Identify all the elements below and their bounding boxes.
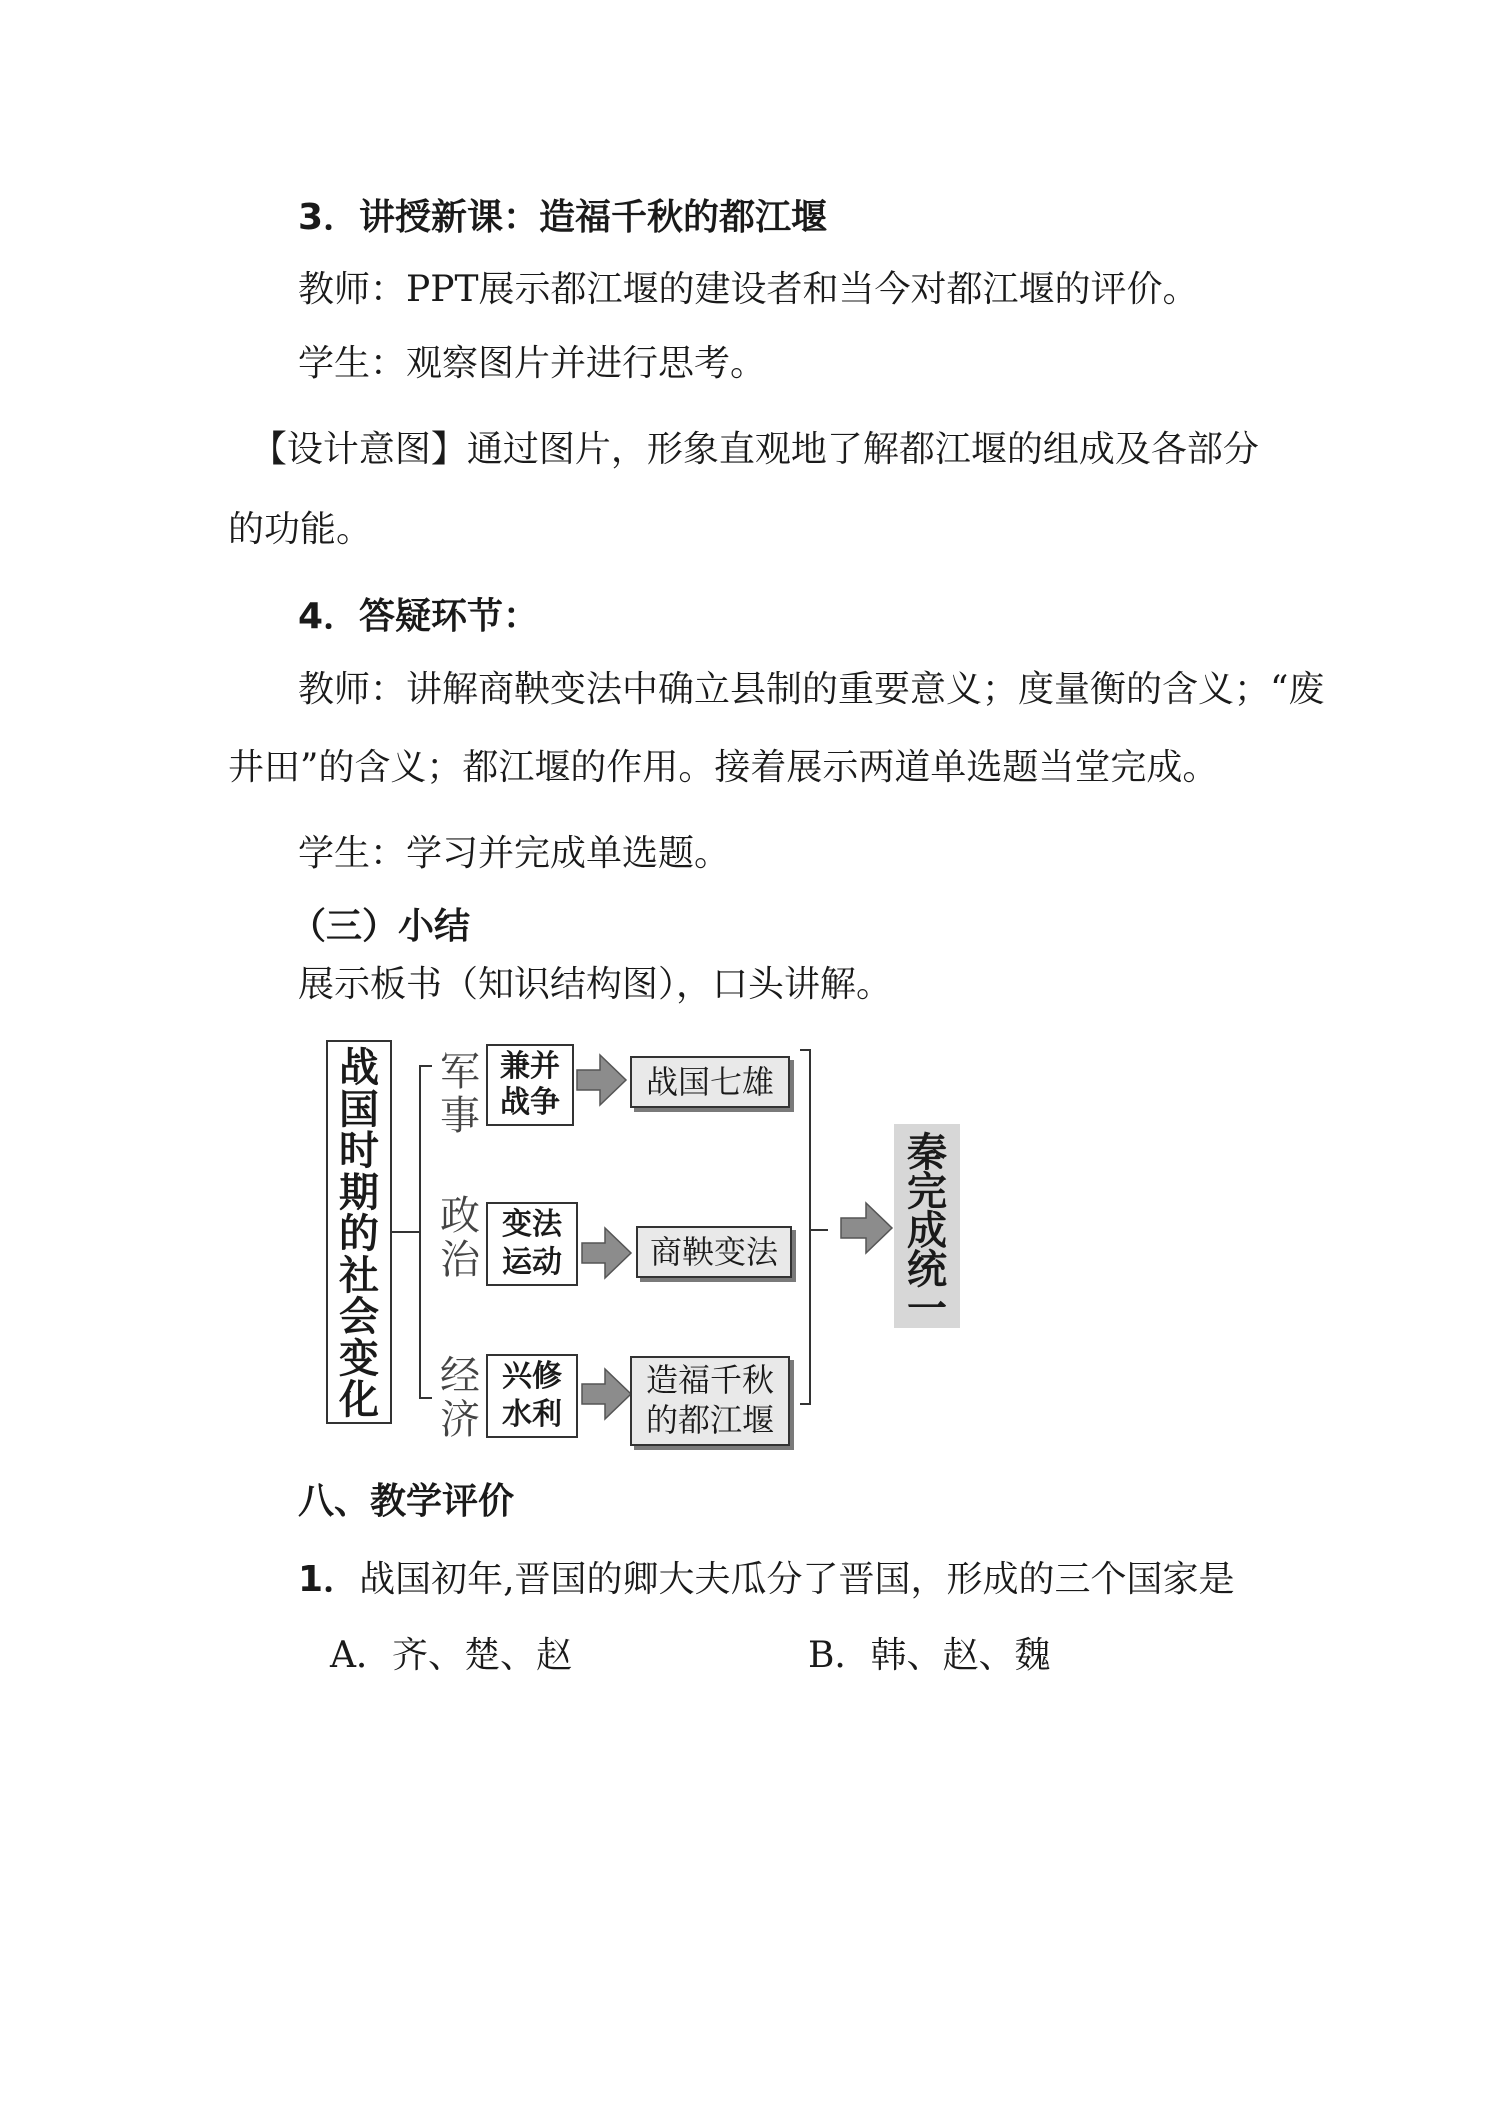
category-military: 军事: [440, 1049, 480, 1139]
result-box-politics: [636, 1226, 792, 1278]
question-1-text: 战国初年,晋国的卿大夫瓜分了晋国，形成的三个国家是: [359, 1559, 1235, 1600]
design-intent-line2: 的功能。: [228, 509, 373, 550]
action-economy-line2: 水利: [502, 1397, 562, 1432]
arrow-icon: [577, 1055, 626, 1105]
diagram-root-text: 战国时期的社会变化: [339, 1045, 379, 1423]
action-military-line2: 战争: [500, 1085, 560, 1120]
result-box-economy: [630, 1356, 790, 1446]
action-box-economy: [486, 1354, 578, 1438]
result-box-military: [630, 1056, 790, 1108]
section-3-student: 学生：观察图片并进行思考。: [298, 343, 767, 384]
summary-intro: 展示板书（知识结构图），口头讲解。: [298, 964, 893, 1005]
action-military-line1: 兼并: [500, 1049, 560, 1084]
question-1-number: 1．: [298, 1559, 360, 1600]
section-3-teacher: 教师：PPT展示都江堰的建设者和当今对都江堰的评价。: [298, 269, 1199, 310]
action-box-politics: [486, 1202, 578, 1286]
arrow-icon: [582, 1369, 631, 1419]
result-economy-line2: 的都江堰: [645, 1401, 774, 1439]
question-1-option-a: A．齐、楚、赵: [330, 1635, 572, 1676]
conclusion-text: 秦完成统一: [907, 1130, 947, 1332]
right-bracket: [800, 1050, 810, 1404]
category-politics: 政治: [440, 1193, 480, 1283]
result-politics-text: 商鞅变法: [649, 1233, 778, 1271]
action-box-military: [486, 1044, 574, 1126]
action-politics-line2: 运动: [502, 1245, 562, 1280]
arrow-icon: [841, 1203, 892, 1253]
section-4-teacher-line1: 教师：讲解商鞅变法中确立县制的重要意义；度量衡的含义；“废: [298, 669, 1325, 710]
result-military-text: 战国七雄: [645, 1063, 774, 1101]
category-economy: 经济: [440, 1353, 480, 1443]
conclusion-box: [894, 1124, 960, 1332]
section-4-student: 学生：学习并完成单选题。: [298, 833, 731, 874]
section-8-heading: 八、教学评价: [298, 1481, 515, 1522]
summary-heading: （三）小结: [290, 906, 471, 947]
action-politics-line1: 变法: [502, 1207, 562, 1242]
section-3-heading: 3．讲授新课：造福千秋的都江堰: [298, 197, 828, 238]
section-4-teacher-line2: 井田”的含义；都江堰的作用。接着展示两道单选题当堂完成。: [228, 747, 1219, 788]
section-4-heading: 4．答疑环节：: [298, 596, 540, 637]
arrow-icon: [582, 1228, 631, 1278]
result-economy-line1: 造福千秋: [645, 1361, 774, 1399]
action-economy-line1: 兴修: [502, 1359, 562, 1394]
question-1: [298, 1558, 1235, 1602]
diagram-root-box: [326, 1040, 392, 1424]
design-intent-line1: 【设计意图】通过图片，形象直观地了解都江堰的组成及各部分: [250, 429, 1259, 470]
question-1-option-b: B．韩、赵、魏: [808, 1635, 1051, 1676]
left-bracket: [420, 1066, 432, 1398]
